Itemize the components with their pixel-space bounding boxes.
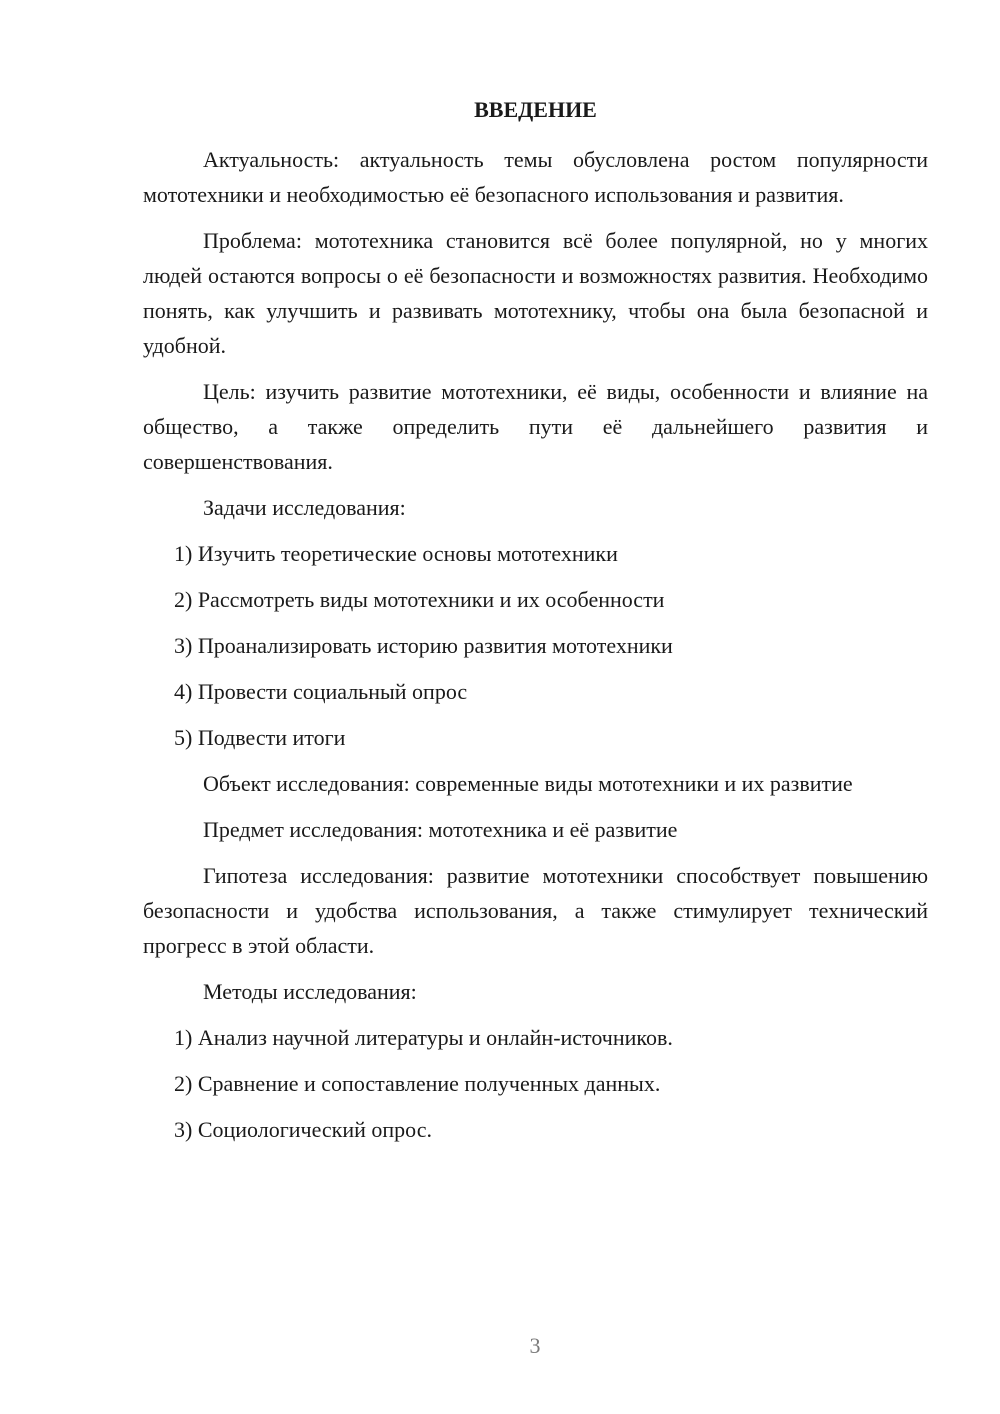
goal-paragraph: Цель: изучить развитие мототехники, её виды, особенности и влияние на общество, а также определить пути её дальнейшего развития и совершенствования. <box>143 379 928 474</box>
subject-paragraph: Предмет исследования: мототехника и её развитие <box>203 817 678 842</box>
task-item: 5) Подвести итоги <box>174 725 346 750</box>
object-paragraph: Объект исследования: современные виды мототехники и их развитие <box>203 771 853 796</box>
relevance-paragraph: Актуальность: актуальность темы обусловлена ростом популярности мототехники и необходимостью её безопасного использования и развития. <box>143 147 928 207</box>
tasks-list <box>143 536 928 755</box>
method-item: 2) Сравнение и сопоставление полученных данных. <box>174 1071 661 1096</box>
task-item: 4) Провести социальный опрос <box>174 679 468 704</box>
section-title: ВВЕДЕНИЕ <box>474 97 597 122</box>
problem-paragraph: Проблема: мототехника становится всё более популярной, но у многих людей остаются вопросы о её безопасности и возможностях развития. Необходимо понять, как улучшить и развивать мототехнику, чтобы она была безопасной и удобной. <box>143 228 928 358</box>
tasks-heading: Задачи исследования: <box>203 495 406 520</box>
task-item: 1) Изучить теоретические основы мототехники <box>174 541 618 566</box>
method-item: 3) Социологический опрос. <box>174 1117 432 1142</box>
task-item: 3) Проанализировать историю развития мототехники <box>174 633 673 658</box>
page-number: 3 <box>529 1333 541 1358</box>
methods-heading: Методы исследования: <box>203 979 417 1004</box>
method-item: 1) Анализ научной литературы и онлайн-источников. <box>174 1025 673 1050</box>
page-content <box>143 94 928 1158</box>
methods-list <box>143 1020 928 1147</box>
hypothesis-paragraph: Гипотеза исследования: развитие мототехники способствует повышению безопасности и удобства использования, а также стимулирует технический прогресс в этой области. <box>143 863 928 958</box>
task-item: 2) Рассмотреть виды мототехники и их особенности <box>174 587 665 612</box>
